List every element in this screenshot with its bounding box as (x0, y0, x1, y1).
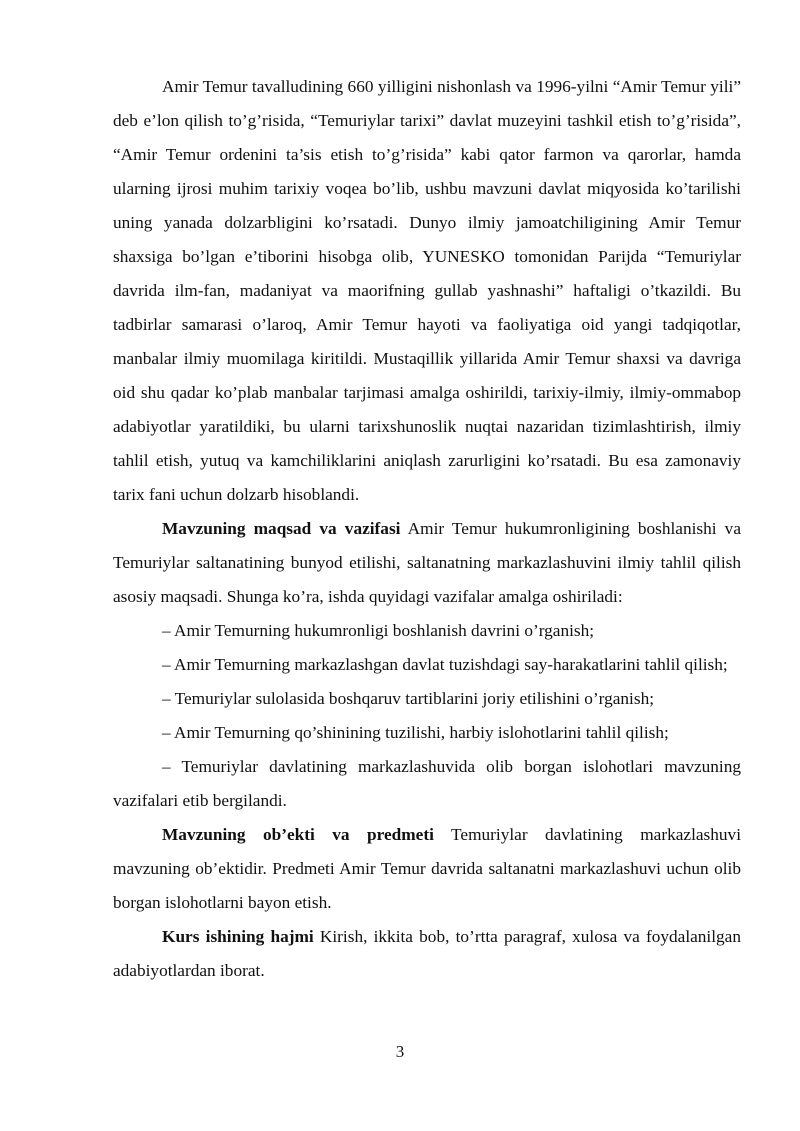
goal-text: Amir Temur hukumronligining boshlanishi va Temuriylar saltanatining bunyod etilishi, saltanatning markazlashuvini ilmiy tahlil qilish asosiy maqsadi. Shunga ko’ra, ishda quyidagi vazifalar amalga oshiriladi: (113, 519, 741, 606)
object-text: Temuriylar davlatining markazlashuvi mavzuning ob’ektidir. Predmeti Amir Temur davrida saltanatni markazlashuvi uchun olib borgan islohotlarni bayon etish. (113, 825, 741, 912)
intro-paragraph: Amir Temur tavalludining 660 yilligini nishonlash va 1996-yilni “Amir Temur yili” deb e’lon qilish to’g’risida, “Temuriylar tarixi” davlat muzeyini tashkil etish to’g’risida”, “Amir Temur ordenini ta’sis etish to’g’risida” kabi qator farmon va qarorlar, hamda ularning ijrosi muhim tarixiy voqea bo’lib, ushbu mavzuni davlat miqyosida ko’tarilishi uning yanada dolzarbligini ko’rsatadi. Dunyo ilmiy jamoatchiligining Amir Temur shaxsiga bo’lgan e’tiborini hisobga olib, YUNESKO tomonidan Parijda “Temuriylar davrida ilm-fan, madaniyat va maorifning gullab yashnashi” haftaligi o’tkazildi. Bu tadbirlar samarasi o’laroq, Amir Temur hayoti va faoliyatiga oid yangi tadqiqotlar, manbalar ilmiy muomilaga kiritildi. Mustaqillik yillarida Amir Temur shaxsi va davriga oid shu qadar ko’plab manbalar tarjimasi amalga oshirildi, tarixiy-ilmiy, ilmiy-ommabop adabiyotlar yaratildiki, bu ularni tarixshunoslik nuqtai nazaridan tizimlashtirish, ilmiy tahlil etish, yutuq va kamchiliklarini aniqlash zarurligini ko’rsatadi. Bu esa zamonaviy tarix fani uchun dolzarb hisoblandi. (113, 77, 741, 504)
goal-heading: Mavzuning maqsad va vazifasi (162, 519, 401, 538)
volume-paragraph (113, 920, 741, 988)
page-number: 3 (395, 1042, 405, 1061)
task-item-4: – Amir Temurning qo’shinining tuzilishi, harbiy islohotlarini tahlil qilish; (162, 723, 669, 742)
volume-heading: Kurs ishining hajmi (162, 927, 314, 946)
goal-paragraph (113, 512, 741, 614)
task-item-5: – Temuriylar davlatining markazlashuvida olib borgan islohotlari mavzuning vazifalari etib bergilandi. (113, 757, 741, 810)
task-item-2: – Amir Temurning markazlashgan davlat tuzishdagi say-harakatlarini tahlil qilish; (162, 655, 728, 674)
document-body (113, 70, 741, 988)
object-paragraph (113, 818, 741, 920)
object-heading: Mavzuning ob’ekti va predmeti (162, 825, 434, 844)
task-item-3: – Temuriylar sulolasida boshqaruv tartiblarini joriy etilishini o’rganish; (162, 689, 655, 708)
volume-text: Kirish, ikkita bob, to’rtta paragraf, xulosa va foydalanilgan adabiyotlardan iborat. (113, 927, 741, 980)
task-item-1: – Amir Temurning hukumronligi boshlanish davrini o’rganish; (162, 621, 595, 640)
